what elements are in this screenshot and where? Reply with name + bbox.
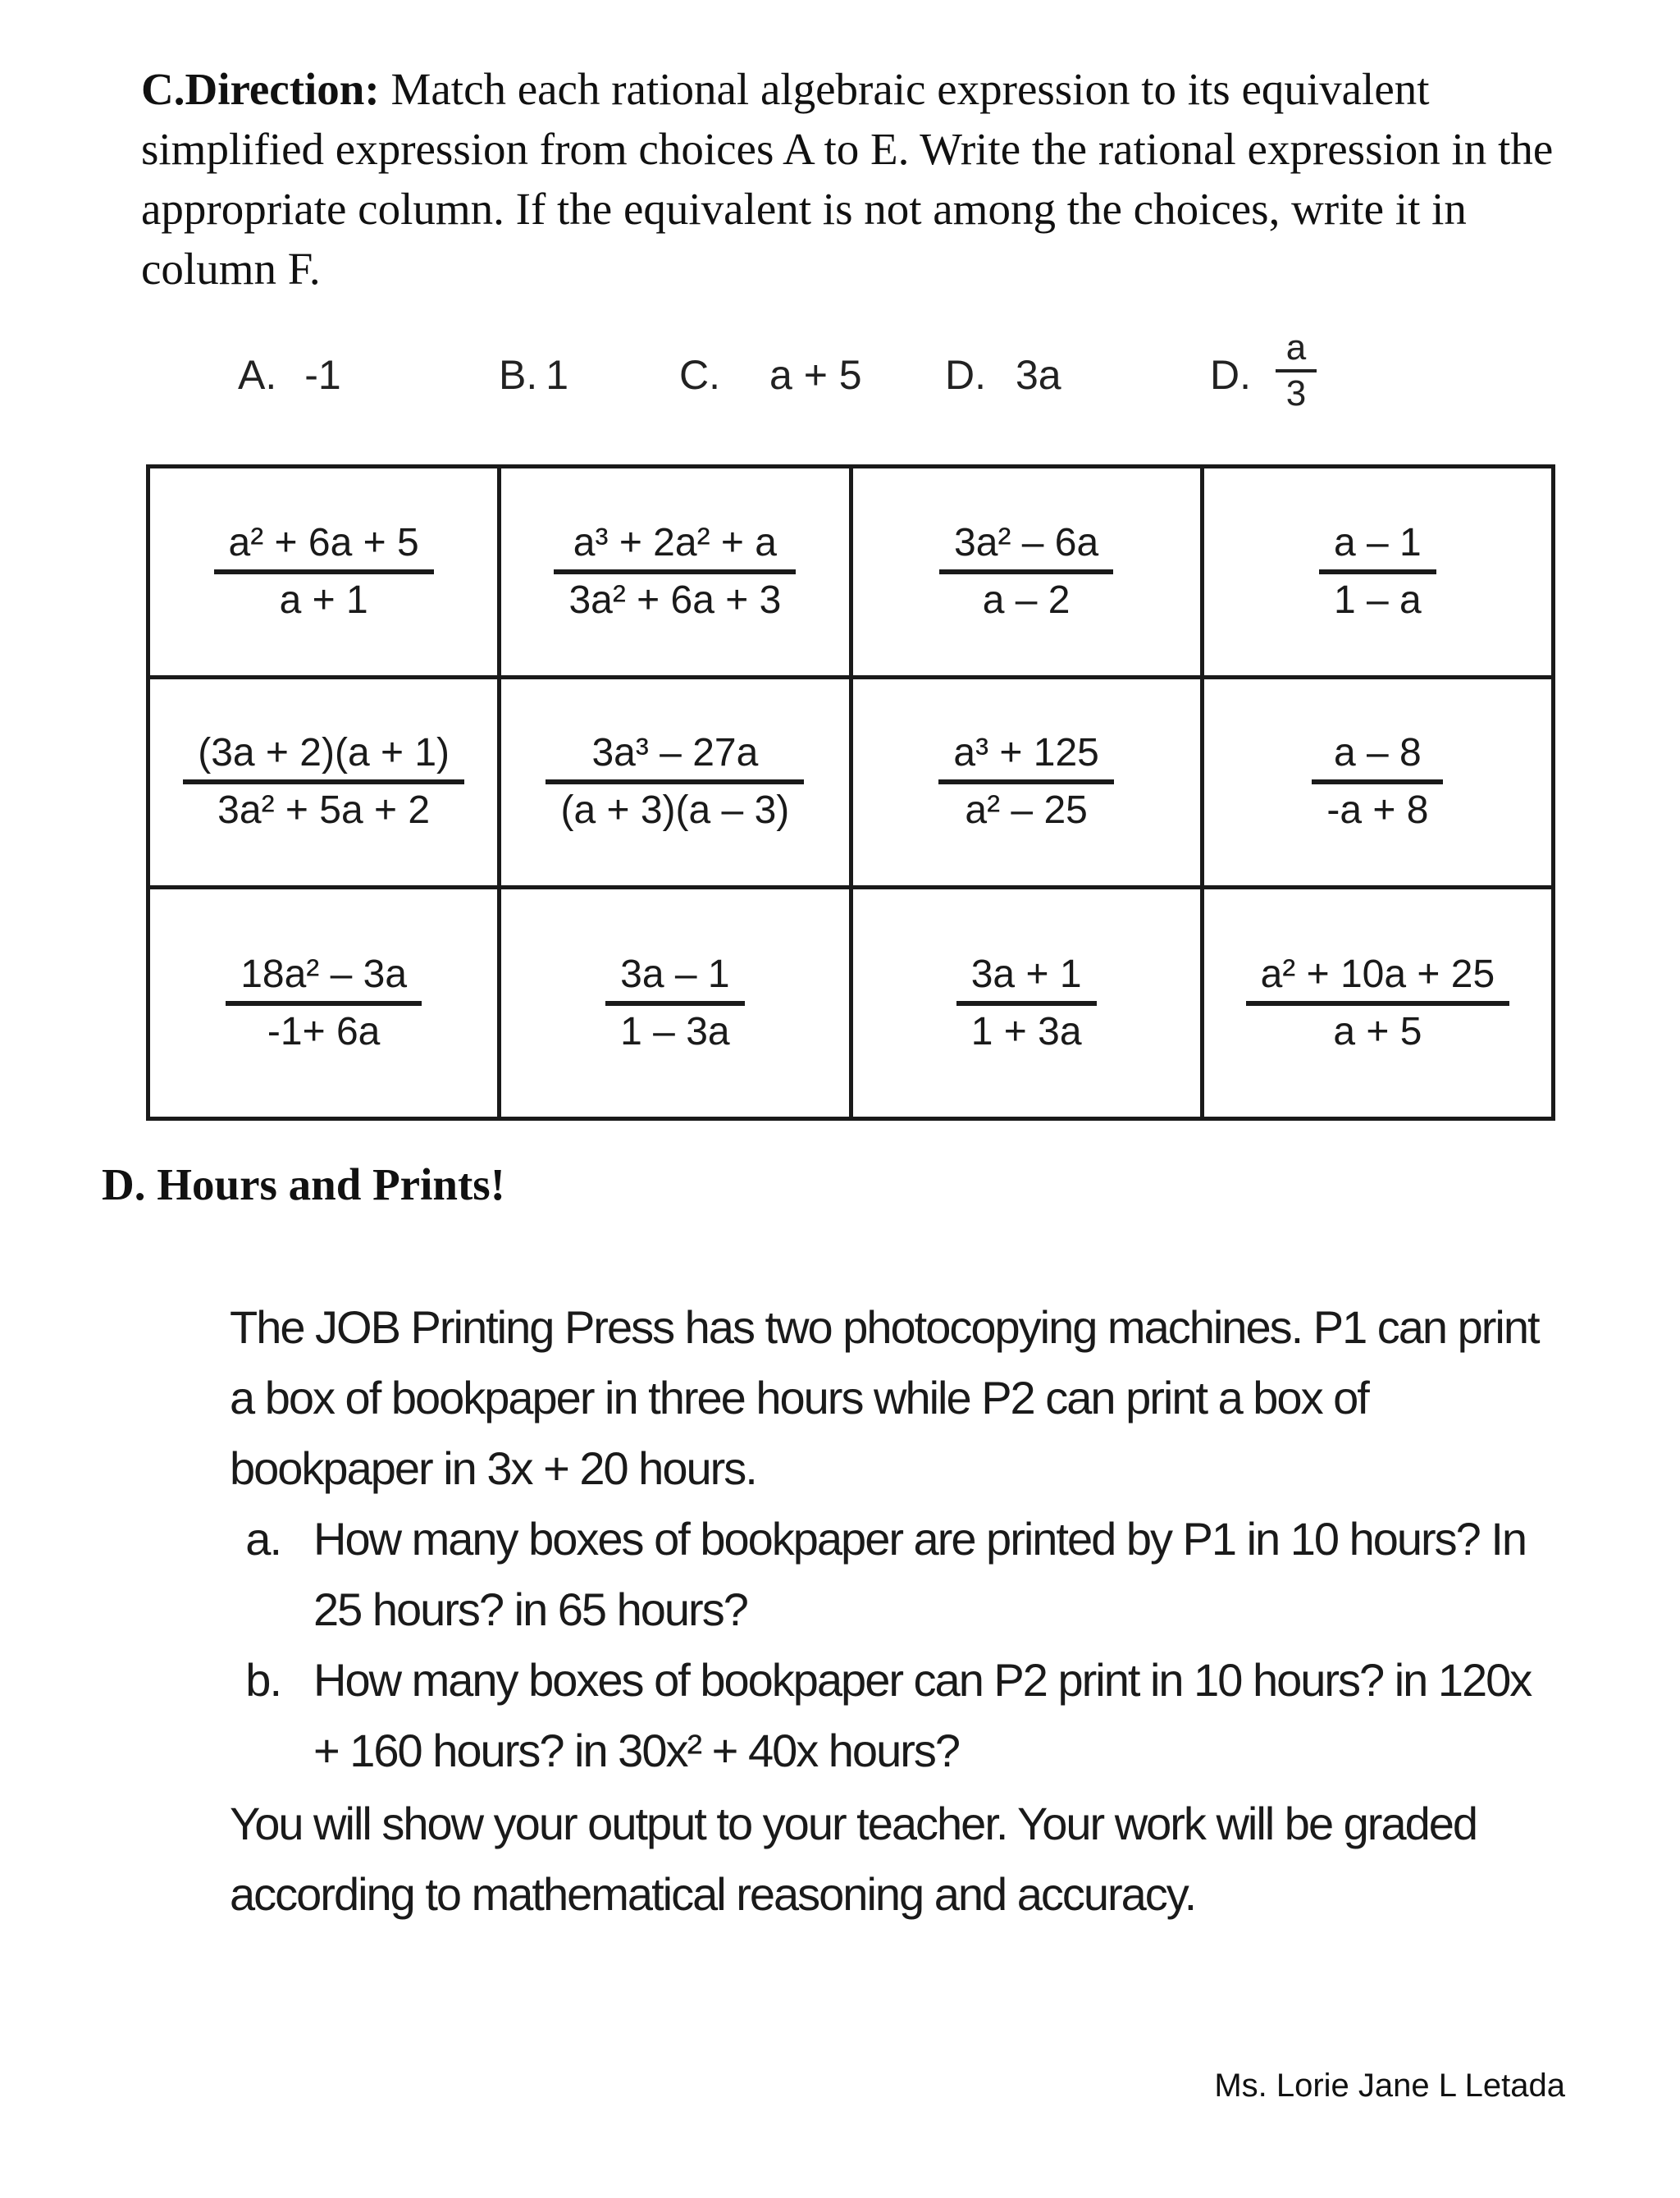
choice-value: a + 5 [769,352,862,398]
question-b [141,1645,1544,1786]
table-cell [500,888,851,1119]
fraction-denominator: a² – 25 [965,788,1088,833]
fraction-denominator: 3 [1285,373,1307,414]
choice-value: -1 [304,352,341,398]
table-cell [500,677,851,888]
fraction-denominator: (a + 3)(a – 3) [560,788,790,833]
fraction-bar [1276,369,1317,372]
fraction-numerator: a² + 6a + 5 [228,520,419,564]
fraction-denominator: 1 – 3a [620,1009,730,1053]
table-cell [851,467,1202,678]
fraction-bar [183,779,464,784]
table-cell [1202,888,1553,1119]
fraction-numerator: 3a – 1 [620,952,730,996]
fraction-numerator: (3a + 2)(a + 1) [198,731,450,775]
table-cell [851,888,1202,1119]
fraction-denominator: -1+ 6a [267,1009,381,1053]
problem-statement: The JOB Printing Press has two photocopying machines. P1 can print a box of bookpaper in three hours while P2 can print a box of bookpaper in 3x + 20 hours. [230,1301,1539,1494]
fraction-denominator: -a + 8 [1326,788,1429,833]
fraction-bar [226,1001,422,1006]
question-text: How many boxes of bookpaper can P2 print in 10 hours? in 120x + 160 hours? in 30x² + 40x hours? [313,1654,1532,1776]
fraction-numerator: a³ + 2a² + a [573,520,777,564]
choice-letter: C. [679,352,720,398]
fraction-bar [605,1001,744,1006]
section-c-instructions: Match each rational algebraic expression to its equivalent simplified expression from choices A to E. Write the rational expression in the appropriate column. If the equivalent is not among the choices, write it in column F. [141,64,1554,294]
rational-expression [214,519,434,625]
answer-choices [221,328,1370,427]
rational-expression [956,950,1097,1057]
rational-expression [939,519,1113,625]
rational-expression [1319,519,1436,625]
fraction-numerator: a³ + 125 [953,731,1099,775]
fraction-denominator: 3a² + 5a + 2 [217,788,431,833]
fraction-numerator: a – 8 [1333,731,1422,775]
fraction-bar [939,569,1113,574]
author-credit: Ms. Lorie Jane L Letada [1214,2068,1565,2104]
rational-expression [605,950,744,1057]
fraction-bar [546,779,804,784]
choice-letter: A. [238,352,277,398]
word-problem [141,1292,1544,1786]
table-row [148,888,1554,1119]
choice-d [945,351,1061,399]
table-cell [1202,677,1553,888]
choice-e-fraction [1276,328,1317,414]
choice-b [499,351,568,399]
fraction-denominator: 3a² + 6a + 3 [568,578,782,622]
rational-expression [226,950,422,1057]
section-d-title: D. Hours and Prints! [102,1159,505,1209]
closing-text: You will show your output to your teacher. Your work will be graded according to mathematical reasoning and accuracy. [230,1798,1477,1920]
table-cell [148,677,500,888]
rational-expression [1246,950,1510,1057]
question-label: a. [245,1513,281,1565]
fraction-bar [1246,1001,1510,1006]
table-row [148,467,1554,678]
table-cell [851,677,1202,888]
choice-e [1210,351,1279,399]
fraction-bar [938,779,1113,784]
fraction-numerator: a – 1 [1333,520,1422,564]
rational-expression [1312,729,1443,835]
fraction-denominator: a + 1 [279,578,368,622]
choice-a [238,351,341,399]
table-row [148,677,1554,888]
fraction-numerator: 3a² – 6a [954,520,1099,564]
expression-table [146,464,1555,1121]
fraction-denominator: a – 2 [982,578,1071,622]
fraction-bar [554,569,796,574]
fraction-numerator: 3a³ – 27a [591,731,759,775]
table-cell [1202,467,1553,678]
section-c-heading: C.Direction: [141,64,380,114]
choice-letter: D. [945,352,986,398]
fraction-numerator: a² + 10a + 25 [1260,952,1495,996]
fraction-bar [1319,569,1436,574]
rational-expression [546,729,804,835]
table-cell [148,467,500,678]
fraction-numerator: a [1285,327,1307,368]
question-text: How many boxes of bookpaper are printed by P1 in 10 hours? In 25 hours? in 65 hours? [313,1513,1527,1635]
choice-letter: D. [1210,352,1251,398]
rational-expression [554,519,796,625]
question-label: b. [245,1654,281,1706]
fraction-denominator: 1 – a [1333,578,1422,622]
choice-value: 3a [1016,352,1061,398]
rational-expression [183,729,464,835]
fraction-bar [1312,779,1443,784]
closing-note [141,1789,1544,1930]
rational-expression [938,729,1113,835]
fraction-bar [956,1001,1097,1006]
fraction-denominator: 1 + 3a [970,1009,1082,1053]
choice-value: 1 [546,352,569,398]
fraction-numerator: 3a + 1 [970,952,1082,996]
choice-letter: B. [499,352,538,398]
choice-c [679,351,862,399]
question-a [141,1504,1544,1645]
section-c-directions [141,59,1585,299]
fraction-bar [214,569,434,574]
table-cell [148,888,500,1119]
table-cell [500,467,851,678]
fraction-numerator: 18a² – 3a [240,952,408,996]
fraction-denominator: a + 5 [1333,1009,1422,1053]
